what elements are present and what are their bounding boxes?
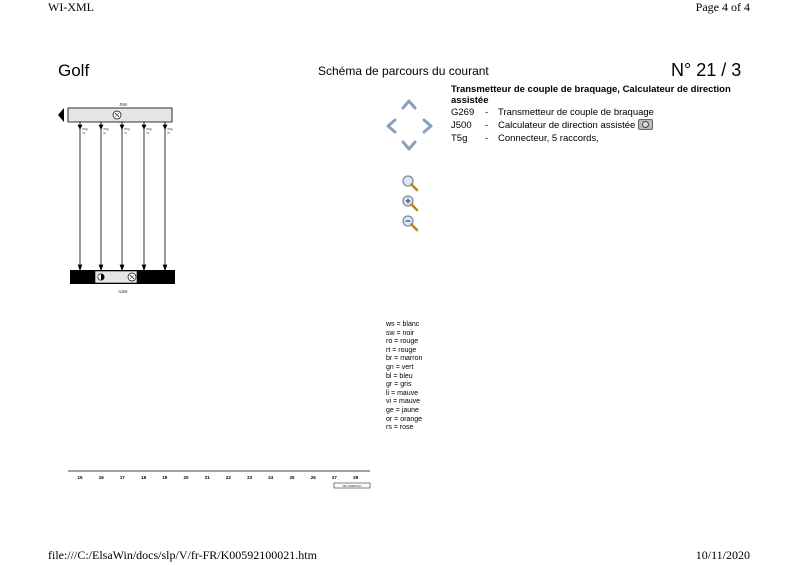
legend-dash: -: [485, 107, 489, 118]
scale-tick-label: 23: [247, 475, 253, 480]
model-name: Golf: [58, 61, 90, 80]
legend-code: J500: [451, 120, 472, 131]
wire-arrow: [78, 265, 82, 270]
legend-dash: -: [485, 133, 489, 144]
legend-list: [451, 106, 751, 145]
camera-icon[interactable]: [638, 119, 653, 130]
legend-text: Transmetteur de couple de braquage: [498, 107, 654, 118]
wire-arrow: [99, 265, 103, 270]
color-code-item: ge = jaune: [386, 406, 419, 414]
zoom-out-icon[interactable]: [401, 214, 419, 232]
wire-connector-label: T5g: [82, 127, 88, 131]
color-code-item: ws = blanc: [386, 321, 420, 328]
scale-tick-label: 28: [353, 475, 359, 480]
legend-dash: -: [485, 120, 489, 131]
scale-tick-label: 26: [310, 475, 316, 480]
wire-arrow: [120, 265, 124, 270]
color-code-item: or = orange: [386, 415, 422, 423]
component-g269-label: G269: [118, 289, 128, 294]
wire-connector-label: T5g: [146, 127, 152, 131]
color-code-item: gn = vert: [386, 363, 414, 371]
scale-tick-label: 20: [183, 475, 189, 480]
scale-tick-label: 27: [331, 475, 337, 480]
wire-connector-label: T5g: [124, 127, 130, 131]
arrow-down-icon[interactable]: [400, 140, 418, 152]
scale-tick-label: 17: [119, 475, 125, 480]
zoom-in-icon[interactable]: [401, 194, 419, 212]
legend-code: T5g: [451, 133, 468, 144]
wire-pin-label: /5: [167, 131, 170, 135]
header-page-number: Page 4 of 4: [695, 0, 750, 14]
header-app-title: WI-XML: [48, 0, 94, 14]
color-code-item: rs = rose: [386, 424, 414, 432]
color-code-item: br = marron: [386, 355, 423, 363]
scale-tick-label: 25: [289, 475, 295, 480]
legend-code: G269: [451, 107, 475, 118]
wire-label-group: [82, 127, 173, 135]
wire-pin-label: /2: [103, 131, 106, 135]
scale-tick-label: 22: [225, 475, 231, 480]
wire-arrow: [163, 265, 167, 270]
color-code-item: li = mauve: [386, 389, 419, 397]
wire-connector-label: T5g: [103, 127, 109, 131]
scale-tick-label: 19: [162, 475, 168, 480]
arrow-right-icon[interactable]: [422, 117, 434, 135]
footer-date: 10/11/2020: [695, 548, 750, 562]
legend-item: [451, 119, 751, 132]
scale-tick-label: 15: [77, 475, 83, 480]
scale-tick-label: 24: [268, 475, 274, 480]
wiring-diagram[interactable]: [55, 100, 185, 300]
reference-box-label: N01-05009/0115: [342, 485, 362, 488]
color-code-item: vi = mauve: [386, 398, 421, 406]
arrow-left-icon[interactable]: [385, 117, 397, 135]
wire-arrow: [142, 265, 146, 270]
wire-pin-label: /4: [82, 131, 85, 135]
legend-item: [451, 132, 751, 145]
connection-marker-icon: [58, 108, 64, 122]
wire-connector-label: T5g: [167, 127, 173, 131]
legend-text: Connecteur, 5 raccords,: [498, 133, 599, 144]
zoom-icon[interactable]: [401, 174, 419, 192]
color-code-item: ro = rouge: [386, 338, 419, 346]
color-code-item: bl = bleu: [386, 372, 413, 380]
wire-pin-label: /3: [124, 131, 127, 135]
scale-tick-label: 18: [141, 475, 147, 480]
color-code-item: rt = rouge: [386, 346, 417, 354]
wire-pin-label: /4: [146, 131, 149, 135]
diagram-number: N° 21 / 3: [671, 60, 742, 80]
wire-color-codes: [386, 321, 422, 433]
color-code-item: sw = noir: [386, 329, 415, 337]
legend-item: [451, 106, 751, 119]
wire-group: [78, 122, 167, 270]
scale-tick-label: 16: [98, 475, 104, 480]
legend-text: Calculateur de direction assistée: [498, 120, 636, 131]
scale-tick-label: 21: [204, 475, 210, 480]
current-track-scale: [66, 468, 376, 490]
legend-title: Transmetteur de couple de braquage, Calculateur de direction assistée: [451, 84, 731, 106]
component-j500-label: J500: [119, 102, 127, 107]
component-legend: [451, 84, 751, 145]
footer-file-path: file:///C:/ElsaWin/docs/slp/V/fr-FR/K00592100021.htm: [48, 548, 317, 562]
schema-title: Schéma de parcours du courant: [318, 64, 489, 78]
color-code-item: gr = gris: [386, 381, 412, 389]
arrow-up-icon[interactable]: [400, 98, 418, 110]
